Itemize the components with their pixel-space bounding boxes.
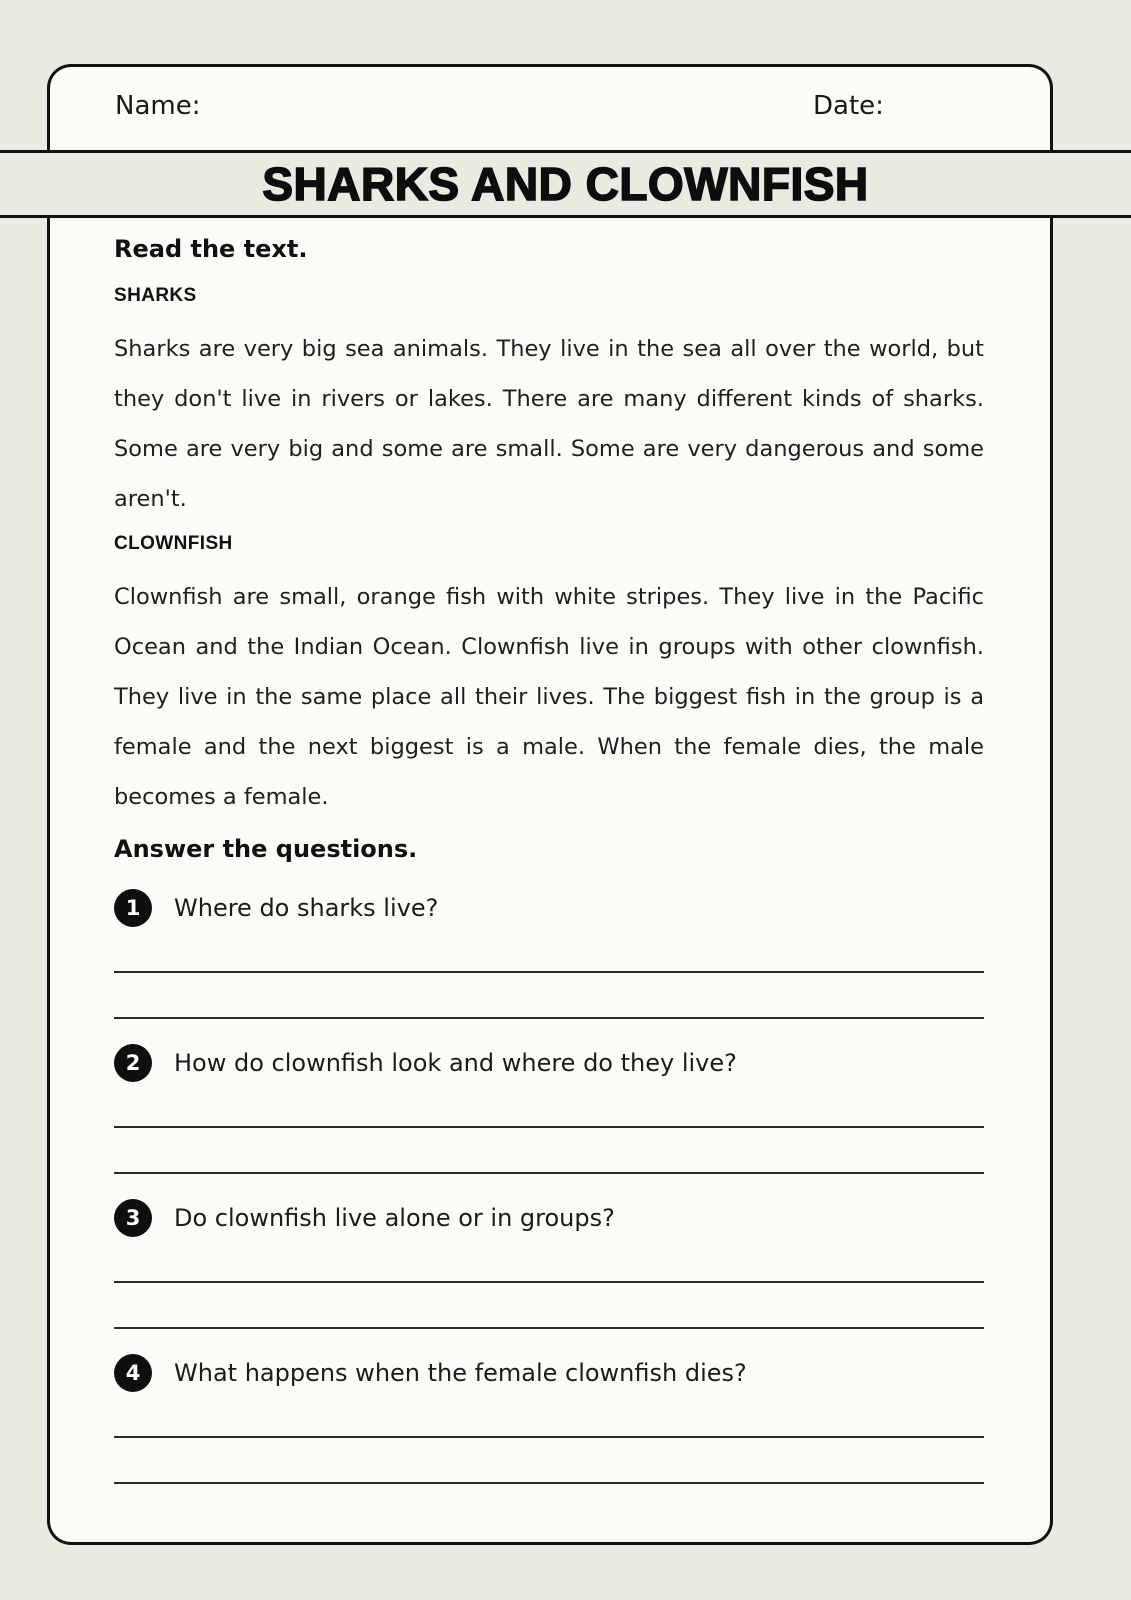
answer-line <box>114 1082 984 1128</box>
name-label: Name: <box>115 91 201 121</box>
answer-line <box>114 1128 984 1174</box>
answer-line <box>114 973 984 1019</box>
question-text: Do clownfish live alone or in groups? <box>174 1204 615 1232</box>
question-row-1 <box>114 889 984 927</box>
question-text: Where do sharks live? <box>174 894 439 922</box>
date-label: Date: <box>813 91 884 121</box>
question-text: What happens when the female clownfish dies? <box>174 1359 747 1387</box>
answer-line <box>114 1237 984 1283</box>
page-title: SHARKS AND CLOWNFISH <box>262 158 869 210</box>
name-date-box <box>47 64 1053 154</box>
question-text: How do clownfish look and where do they live? <box>174 1049 737 1077</box>
section-sharks-heading: SHARKS <box>114 285 197 306</box>
section-clownfish-heading: CLOWNFISH <box>114 533 233 554</box>
read-instruction: Read the text. <box>114 235 308 263</box>
title-band <box>0 150 1131 218</box>
question-row-3 <box>114 1199 984 1237</box>
answer-instruction: Answer the questions. <box>114 835 418 863</box>
question-row-4 <box>114 1354 984 1392</box>
section-clownfish-text: Clownfish are small, orange fish with white stripes. They live in the Pacific Ocean and the Indian Ocean. Clownfish live in groups with other clownfish. They live in the same place all their lives. The biggest fish in the group is a female and the next biggest is a male. When the female dies, the male becomes a female. <box>114 584 984 810</box>
question-row-2 <box>114 1044 984 1082</box>
content-box <box>47 218 1053 1545</box>
answer-line <box>114 1283 984 1329</box>
section-sharks-text: Sharks are very big sea animals. They live in the sea all over the world, but they don't live in rivers or lakes. There are many different kinds of sharks. Some are very big and some are small. Some are very dangerous and some aren't. <box>114 336 984 512</box>
answer-line <box>114 1392 984 1438</box>
question-number-badge: 1 <box>114 889 152 927</box>
answer-line <box>114 1438 984 1484</box>
question-number-badge: 4 <box>114 1354 152 1392</box>
question-number-badge: 3 <box>114 1199 152 1237</box>
question-number-badge: 2 <box>114 1044 152 1082</box>
answer-line <box>114 927 984 973</box>
